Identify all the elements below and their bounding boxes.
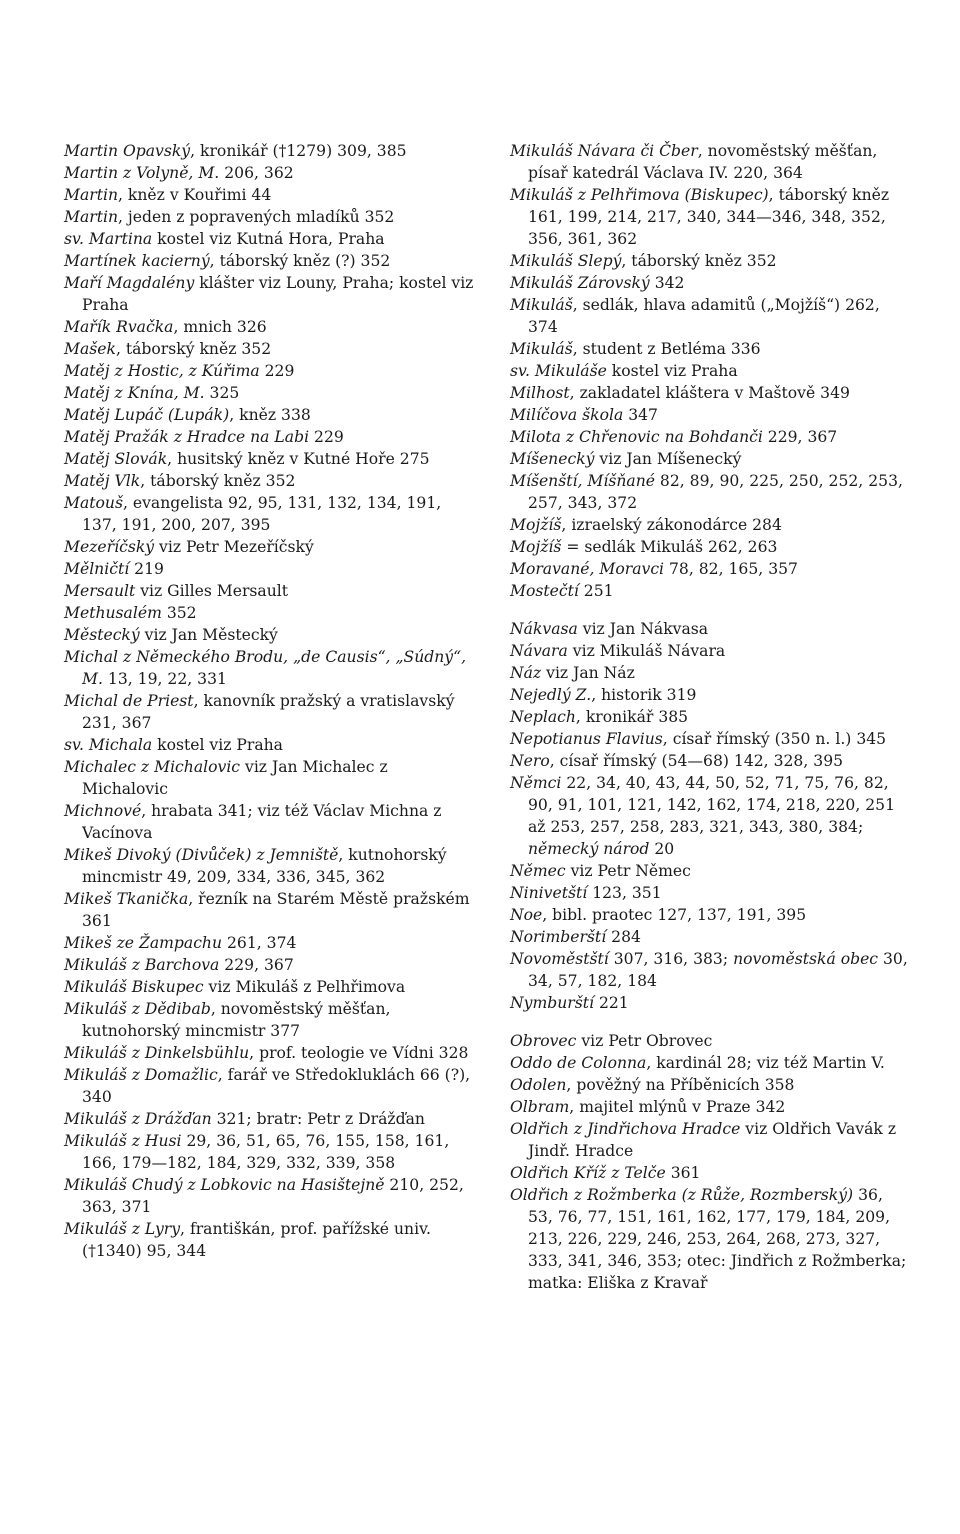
- index-entry: [64, 426, 474, 448]
- index-entry: [64, 954, 474, 976]
- index-entry: [64, 250, 474, 272]
- index-entry: [64, 932, 474, 954]
- index-term: Mostečtí: [510, 582, 579, 600]
- index-ref: , táborský kněz (?) 352: [209, 252, 391, 270]
- index-ref: 352: [161, 604, 197, 622]
- index-ref: 221: [593, 994, 629, 1012]
- index-entry: [510, 1052, 910, 1074]
- index-entry: [64, 184, 474, 206]
- index-term: Moravané, Moravci: [510, 560, 665, 578]
- index-ref: kostel viz Praha: [152, 736, 283, 754]
- index-entry: [510, 250, 910, 272]
- index-ref: , táborský kněz 352: [621, 252, 777, 270]
- index-ref: klášter viz Louny, Praha; kostel viz Praha: [82, 274, 474, 314]
- index-term: Martin: [64, 208, 119, 226]
- index-entry: [510, 184, 910, 250]
- index-ref: viz Jan Michalec z Michalovic: [82, 758, 388, 798]
- index-ref: 36, 53, 76, 77, 151, 161, 162, 177, 179, 184, 209, 213, 226, 229, 246, 253, 264, 268, 273, 327, 333, 341, 346, 353; otec: Jindřich z Rožmberka; matka: Eliška z Kravař: [528, 1186, 907, 1292]
- index-ref: , františkán, prof. pařížské univ. (†1340) 95, 344: [82, 1220, 431, 1260]
- index-entry: [64, 1218, 474, 1262]
- index-term: Milhost: [510, 384, 570, 402]
- index-term: Odolen: [510, 1076, 567, 1094]
- index-term: Obrovec: [510, 1032, 577, 1050]
- index-entry: [510, 860, 910, 882]
- index-ref: viz Jan Městecký: [139, 626, 278, 644]
- index-ref: , husitský kněz v Kutné Hoře 275: [167, 450, 430, 468]
- index-ref: 261, 374: [222, 934, 297, 952]
- index-term: Novoměstští: [510, 950, 609, 968]
- index-entry: [64, 1064, 474, 1108]
- index-term: Neplach: [510, 708, 576, 726]
- index-entry: [64, 1174, 474, 1218]
- index-entry: [510, 426, 910, 448]
- index-entry: [510, 728, 910, 750]
- index-term: Oldřich z Rožmberka (z Růže, Rozmberský): [510, 1186, 854, 1204]
- index-entry: [510, 272, 910, 294]
- index-term: Nero: [510, 752, 550, 770]
- index-ref: , bibl. praotec 127, 137, 191, 395: [542, 906, 807, 924]
- index-term: Martin Opavský: [64, 142, 191, 160]
- index-entry: [510, 1162, 910, 1184]
- index-entry: [510, 904, 910, 926]
- index-term: Oldřich z Jindřichova Hradce: [510, 1120, 741, 1138]
- index-term: Matěj z Knína, M.: [64, 384, 205, 402]
- index-term: Matěj Lupáč (Lupák): [64, 406, 230, 424]
- index-ref: viz Oldřich Vavák z Jindř. Hradce: [528, 1120, 897, 1160]
- index-term: Němec: [510, 862, 566, 880]
- index-term: sv. Mikuláše: [510, 362, 607, 380]
- index-ref: 82, 89, 90, 225, 250, 252, 253, 257, 343, 372: [528, 472, 903, 512]
- index-entry: [64, 228, 474, 250]
- index-term: Mikuláš z Dědibab: [64, 1000, 211, 1018]
- index-entry: [64, 580, 474, 602]
- index-entry: [510, 338, 910, 360]
- index-ref: 361: [665, 1164, 701, 1182]
- index-term: Matěj Pražák z Hradce na Labi: [64, 428, 310, 446]
- index-term: Nepotianus Flavius: [510, 730, 663, 748]
- index-term: Milíčova škola: [510, 406, 624, 424]
- index-term: Městecký: [64, 626, 140, 644]
- index-entry: [510, 662, 910, 684]
- index-term: Mikuláš z Dinkelsbühlu: [64, 1044, 250, 1062]
- index-ref: , historik 319: [591, 686, 697, 704]
- index-entry: [64, 756, 474, 800]
- index-ref: 342: [649, 274, 685, 292]
- index-ref: 284: [606, 928, 641, 946]
- index-term: sv. Michala: [64, 736, 153, 754]
- index-term: Nymburští: [510, 994, 594, 1012]
- index-term: Mělničtí: [64, 560, 130, 578]
- index-ref: 229, 367: [219, 956, 294, 974]
- index-term: Mařík Rvačka: [64, 318, 174, 336]
- index-ref: viz Jan Náz: [541, 664, 635, 682]
- index-entry: [510, 618, 910, 640]
- index-entry: [510, 706, 910, 728]
- index-entry: [510, 294, 910, 338]
- index-column-right: [510, 140, 910, 1294]
- index-ref: 210, 252, 363, 371: [82, 1176, 464, 1216]
- index-entry: [64, 272, 474, 316]
- index-term: Mikuláš z Lyry: [64, 1220, 181, 1238]
- index-term: Michnové: [64, 802, 142, 820]
- index-term: Mikeš Tkanička: [64, 890, 189, 908]
- index-entry: [64, 558, 474, 580]
- index-entry: [510, 1096, 910, 1118]
- index-ref: kostel viz Praha: [606, 362, 738, 380]
- index-ref: , kardinál 28; viz též Martin V.: [646, 1054, 885, 1072]
- index-term: Michalec z Michalovic: [64, 758, 241, 776]
- index-ref: , izraelský zákonodárce 284: [561, 516, 782, 534]
- index-entry: [510, 140, 910, 184]
- index-term: Matěj Vlk: [64, 472, 141, 490]
- index-term: Maří Magdalény: [64, 274, 195, 292]
- index-term: Mojžíš: [510, 538, 562, 556]
- index-term: novoměstská obec: [733, 950, 879, 968]
- index-ref: viz Mikuláš z Pelhřimova: [203, 978, 406, 996]
- index-term: Mikuláš Biskupec: [64, 978, 204, 996]
- index-ref: 347: [623, 406, 658, 424]
- index-entry: [64, 448, 474, 470]
- index-ref: , jeden z popravených mladíků 352: [118, 208, 395, 226]
- index-entry: [64, 602, 474, 624]
- index-term: Nákvasa: [510, 620, 578, 638]
- index-entry: [510, 558, 910, 580]
- index-entry: [64, 624, 474, 646]
- index-entry: [510, 750, 910, 772]
- index-term: Olbram: [510, 1098, 570, 1116]
- index-ref: , císař římský (54—68) 142, 328, 395: [549, 752, 844, 770]
- index-entry: [64, 492, 474, 536]
- index-term: sv. Martina: [64, 230, 153, 248]
- index-term: Mezeříčský: [64, 538, 155, 556]
- index-ref: 229: [309, 428, 344, 446]
- index-term: Mašek: [64, 340, 116, 358]
- index-entry: [510, 470, 910, 514]
- index-entry: [64, 382, 474, 404]
- index-entry: [510, 772, 910, 860]
- index-entry: [510, 882, 910, 904]
- index-ref: 229: [259, 362, 295, 380]
- index-term: Matouš: [64, 494, 123, 512]
- index-term: Mikuláš z Barchova: [64, 956, 220, 974]
- index-term: Nejedlý Z.: [510, 686, 592, 704]
- index-term: Mikeš Divoký (Divůček) z Jemniště: [64, 846, 339, 864]
- index-entry: [64, 800, 474, 844]
- index-entry: [64, 316, 474, 338]
- index-entry: [510, 448, 910, 470]
- index-ref: , kněz v Kouřimi 44: [118, 186, 272, 204]
- index-ref: viz Petr Němec: [565, 862, 691, 880]
- index-term: Mikuláš Zárovský: [510, 274, 650, 292]
- index-term: Oddo de Colonna: [510, 1054, 647, 1072]
- index-ref: kostel viz Kutná Hora, Praha: [152, 230, 385, 248]
- section-gap: [510, 602, 910, 618]
- index-ref: , prof. teologie ve Vídni 328: [249, 1044, 469, 1062]
- index-ref: 78, 82, 165, 357: [664, 560, 798, 578]
- index-ref: , císař římský (350 n. l.) 345: [662, 730, 887, 748]
- index-term: Martin z Volyně, M.: [64, 164, 220, 182]
- index-ref: , sedlák, hlava adamitů („Mojžíš“) 262, 374: [528, 296, 880, 336]
- index-ref: , kanovník pražský a vratislavský 231, 367: [82, 692, 455, 732]
- index-term: Norimberští: [510, 928, 607, 946]
- index-entry: [510, 1074, 910, 1096]
- index-entry: [64, 1130, 474, 1174]
- index-ref: , farář ve Středokluklách 66 (?), 340: [82, 1066, 471, 1106]
- index-ref: , novoměstský měšťan, kutnohorský mincmistr 377: [82, 1000, 391, 1040]
- index-ref: , evangelista 92, 95, 131, 132, 134, 191, 137, 191, 200, 207, 395: [82, 494, 442, 534]
- index-entry: [510, 992, 910, 1014]
- index-entry: [510, 640, 910, 662]
- index-ref: , mnich 326: [173, 318, 267, 336]
- index-term: Mikuláš Chudý z Lobkovic na Hasištejně: [64, 1176, 385, 1194]
- index-entry: [64, 690, 474, 734]
- index-term: Mikuláš z Pelhřimova (Biskupec): [510, 186, 769, 204]
- index-entry: [64, 162, 474, 184]
- index-entry: [510, 360, 910, 382]
- index-term: Martínek kacierný: [64, 252, 210, 270]
- index-ref: 22, 34, 40, 43, 44, 50, 52, 71, 75, 76, 82, 90, 91, 101, 121, 142, 162, 174, 218, 220, 251 až 253, 257, 258, 283, 321, 343, 380, 384;: [528, 774, 896, 836]
- index-entry: [510, 580, 910, 602]
- index-term: Matěj z Hostic, z Kúřima: [64, 362, 260, 380]
- index-entry: [64, 360, 474, 382]
- index-term: Mikuláš Návara či Čber: [510, 142, 698, 160]
- index-ref: , zakladatel kláštera v Maštově 349: [569, 384, 850, 402]
- index-term: Míšenecký: [510, 450, 595, 468]
- index-ref: viz Jan Míšenecký: [594, 450, 742, 468]
- index-entry: [510, 1184, 910, 1294]
- index-entry: [510, 514, 910, 536]
- index-entry: [64, 404, 474, 426]
- index-term: Mikuláš Slepý: [510, 252, 622, 270]
- index-ref: , táborský kněz 352: [140, 472, 296, 490]
- index-term: Milota z Chřenovic na Bohdanči: [510, 428, 763, 446]
- index-ref: 20: [649, 840, 675, 858]
- index-ref: 29, 36, 51, 65, 76, 155, 158, 161, 166, 179—182, 184, 329, 332, 339, 358: [82, 1132, 450, 1172]
- index-entry: [64, 140, 474, 162]
- index-ref: 30, 34, 57, 182, 184: [528, 950, 908, 990]
- index-ref: , student z Betléma 336: [572, 340, 761, 358]
- index-ref: 123, 351: [587, 884, 662, 902]
- index-entry: [64, 470, 474, 492]
- index-ref: viz Mikuláš Návara: [567, 642, 726, 660]
- index-term: Mersault: [64, 582, 136, 600]
- index-entry: [510, 684, 910, 706]
- index-ref: viz Petr Mezeříčský: [154, 538, 314, 556]
- index-entry: [64, 976, 474, 998]
- index-term: německý národ: [528, 840, 650, 858]
- index-term: Návara: [510, 642, 568, 660]
- index-column-left: [64, 140, 474, 1262]
- index-term: Methusalém: [64, 604, 162, 622]
- index-term: Michal z Německého Brodu, „de Causis“, „Súdný“, M.: [64, 648, 467, 688]
- index-term: Mikuláš z Husi: [64, 1132, 182, 1150]
- index-ref: , hrabata 341; viz též Václav Michna z Vacínova: [82, 802, 442, 842]
- index-entry: [510, 948, 910, 992]
- index-term: Němci: [510, 774, 562, 792]
- index-entry: [510, 382, 910, 404]
- index-term: Martin: [64, 186, 119, 204]
- index-ref: , novoměstský měšťan, písař katedrál Václava IV. 220, 364: [528, 142, 878, 182]
- index-ref: 206, 362: [219, 164, 294, 182]
- index-entry: [64, 998, 474, 1042]
- index-ref: 325: [204, 384, 240, 402]
- index-entry: [64, 1108, 474, 1130]
- index-ref: 321; bratr: Petr z Drážďan: [211, 1110, 425, 1128]
- index-entry: [64, 536, 474, 558]
- index-entry: [64, 844, 474, 888]
- index-ref: 307, 316, 383;: [608, 950, 734, 968]
- index-term: Michal de Priest: [64, 692, 194, 710]
- index-ref: , kutnohorský mincmistr 49, 209, 334, 336, 345, 362: [82, 846, 447, 886]
- index-term: Matěj Slovák: [64, 450, 168, 468]
- index-term: Noe: [510, 906, 543, 924]
- index-term: Ninivetští: [510, 884, 588, 902]
- index-ref: viz Jan Nákvasa: [577, 620, 709, 638]
- index-ref: 229, 367: [762, 428, 838, 446]
- index-ref: , řezník na Starém Městě pražském 361: [82, 890, 470, 930]
- index-term: Mikuláš z Domažlic: [64, 1066, 218, 1084]
- index-ref: viz Gilles Mersault: [135, 582, 289, 600]
- index-term: Mojžíš: [510, 516, 562, 534]
- index-ref: = sedlák Mikuláš 262, 263: [561, 538, 778, 556]
- section-gap: [510, 1014, 910, 1030]
- index-ref: , kněz 338: [229, 406, 311, 424]
- index-term: Míšenští, Míšňané: [510, 472, 655, 490]
- index-entry: [64, 734, 474, 756]
- index-ref: viz Petr Obrovec: [576, 1032, 713, 1050]
- index-entry: [510, 1118, 910, 1162]
- index-term: Mikuláš: [510, 296, 573, 314]
- index-term: Oldřich Kříž z Telče: [510, 1164, 666, 1182]
- index-ref: , kronikář 385: [575, 708, 689, 726]
- index-entry: [64, 1042, 474, 1064]
- index-term: Mikuláš z Drážďan: [64, 1110, 212, 1128]
- index-term: Náz: [510, 664, 542, 682]
- index-ref: , táborský kněz 161, 199, 214, 217, 340, 344—346, 348, 352, 356, 361, 362: [528, 186, 890, 248]
- index-ref: , táborský kněz 352: [115, 340, 272, 358]
- index-entry: [64, 338, 474, 360]
- index-entry: [510, 926, 910, 948]
- index-entry: [64, 206, 474, 228]
- index-entry: [510, 404, 910, 426]
- index-ref: 251: [578, 582, 614, 600]
- index-term: Mikuláš: [510, 340, 573, 358]
- index-ref: , pověžný na Příběnicích 358: [566, 1076, 795, 1094]
- index-entry: [64, 646, 474, 690]
- index-entry: [64, 888, 474, 932]
- index-ref: 219: [129, 560, 164, 578]
- index-ref: , majitel mlýnů v Praze 342: [569, 1098, 786, 1116]
- index-ref: , kronikář (†1279) 309, 385: [190, 142, 407, 160]
- index-ref: 13, 19, 22, 331: [102, 670, 227, 688]
- index-entry: [510, 536, 910, 558]
- index-entry: [510, 1030, 910, 1052]
- index-term: Mikeš ze Žampachu: [64, 934, 223, 952]
